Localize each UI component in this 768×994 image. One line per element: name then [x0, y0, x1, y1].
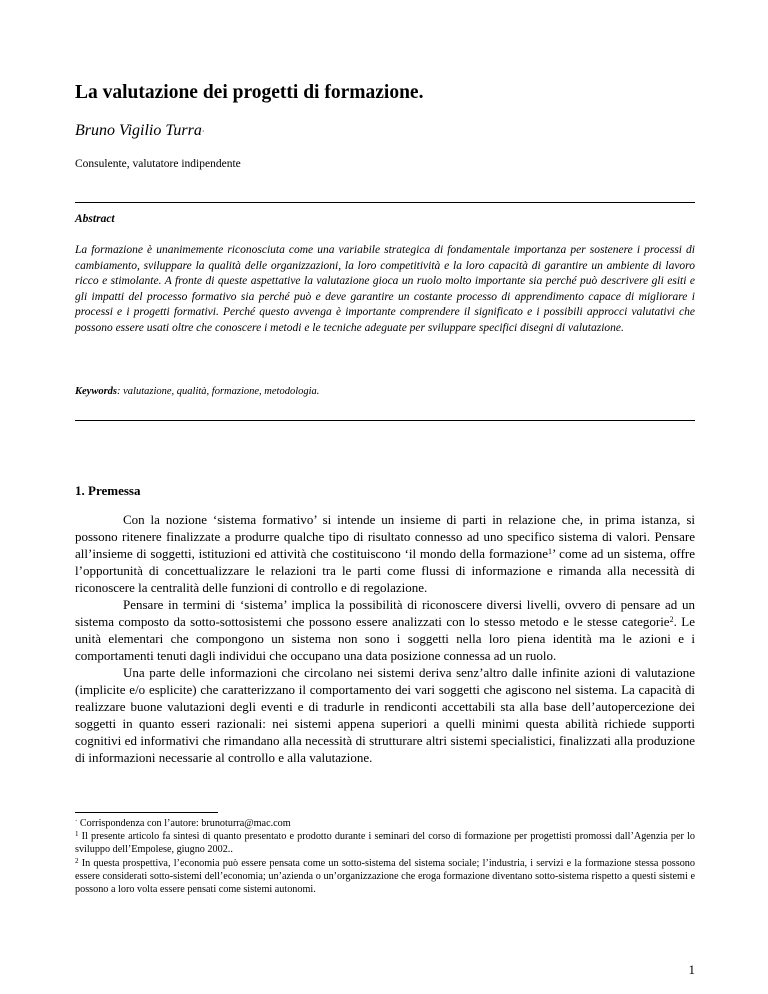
footnote-2 [75, 857, 695, 897]
footnote-author [75, 817, 695, 830]
footnote-separator [75, 812, 218, 813]
paragraph-1 [75, 511, 695, 596]
paragraph-2-part-b: . Le unità elementari che compongono un sistema non sono i soggetti nella loro piena identità ma le azioni e i comportamenti tenuti dagli individui che occupano una data posizione connessa ad un ruolo. [75, 614, 695, 663]
author-affiliation: Consulente, valutatore indipendente [75, 158, 241, 170]
footnote-2-mark: 2 [75, 856, 79, 865]
footnotes [75, 817, 695, 896]
author-footnote-mark: · [201, 127, 205, 136]
paragraph-1-part-a: Con la nozione ‘sistema formativo’ si intende un insieme di parti in relazione che, in prima istanza, si possono ritenere finalizzate a produrre qualche tipo di risultato connesso ad uno specifico sistema di valori. Pensare all’insieme di soggetti, istituzioni ed attività che costituiscono ‘il mondo della formazione [75, 512, 695, 561]
footnote-author-mark: · [75, 817, 78, 825]
author-name-text: Bruno Vigilio Turra [75, 122, 202, 139]
paragraph-1-part-b: ’ come ad un sistema, offre l’opportunità di concettualizzare le relazioni tra le parti come flussi di informazione e rimanda alla necessità di riconoscere la centralità delle funzioni di controllo e di regolazione. [75, 546, 695, 595]
section-heading: 1. Premessa [75, 483, 141, 498]
abstract-heading: Abstract [75, 213, 115, 225]
footnote-author-text: Corrispondenza con l’autore: brunoturra@mac.com [77, 818, 291, 829]
keywords-line [75, 386, 319, 397]
keywords-text: : valutazione, qualità, formazione, metodologia. [117, 386, 320, 397]
paragraph-2-part-a: Pensare in termini di ‘sistema’ implica la possibilità di riconoscere diversi livelli, ovvero di pensare ad un sistema composto da sotto-sottosistemi che possono essere analizzati con lo stesso metodo e le stesse categorie [75, 597, 695, 629]
footnote-ref-2[interactable]: 2 [669, 615, 674, 624]
footnote-1-text: Il presente articolo fa sintesi di quanto presentato e prodotto durante i seminari del corso di formazione per progettisti promossi dall’Agenzia per lo sviluppo dell’Empolese, giugno 2002.. [75, 831, 695, 856]
paper-title: La valutazione dei progetti di formazione. [75, 82, 424, 103]
footnote-2-text: In questa prospettiva, l’economia può essere pensata come un sotto-sistema del sistema sociale; l’industria, i servizi e la formazione stessa possono essere considerati sotto-sistemi dell’economia; un’azienda o un’organizzazione che eroga formazione diventano sotto-sistema rispetto a questi sistemi e possono a loro volta essere pensati come sistemi autonomi. [75, 857, 695, 896]
footnote-1-mark: 1 [75, 830, 79, 839]
abstract-top-rule [75, 202, 695, 203]
page-number: 1 [688, 962, 695, 977]
abstract-bottom-rule [75, 420, 695, 421]
section-body [75, 511, 695, 766]
footnote-1 [75, 830, 695, 856]
abstract-text: La formazione è unanimemente riconosciuta come una variabile strategica di fondamentale importanza per sostenere i processi di cambiamento, sviluppare la qualità delle organizzazioni, la loro competitività e la loro capacità di garantire un ambiente di lavoro ricco e stimolante. A fronte di queste aspettative la valutazione gioca un ruolo molto importante sia perché può descrivere gli esiti e gli impatti del processo formativo sia perché può e deve garantire un costante processo di apprendimento capace di migliorare i processi e i progetti formativi. Perché questo avvenga è importante comprendere il significato e i possibili approcci valutativi che possono essere usati oltre che conoscere i metodi e le tecniche adeguate per sviluppare specifici disegni di valutazione. [75, 244, 695, 334]
footnote-ref-1[interactable]: 1 [548, 547, 553, 556]
keywords-label: Keywords [75, 386, 117, 397]
paragraph-2 [75, 596, 695, 664]
paragraph-3: Una parte delle informazioni che circolano nei sistemi deriva senz’altro dalle infinite azioni di valutazione (implicite e/o esplicite) che caratterizzano il comportamento dei vari soggetti che agiscono nel sistema. La capacità di realizzare buone valutazioni degli eventi e di tradurle in rendiconti accettabili sta alla base dell’autopercezione dei soggetti in quanto esseri razionali: nei sistemi appena superiori a quelli minimi questa abilità richiede supporti cognitivi ed informativi che rimandano alla necessità di strutturare altri sistemi specialistici, finalizzati alla produzione di informazioni necessarie al controllo e alla valutazione. [75, 665, 695, 765]
author-name [75, 122, 205, 140]
